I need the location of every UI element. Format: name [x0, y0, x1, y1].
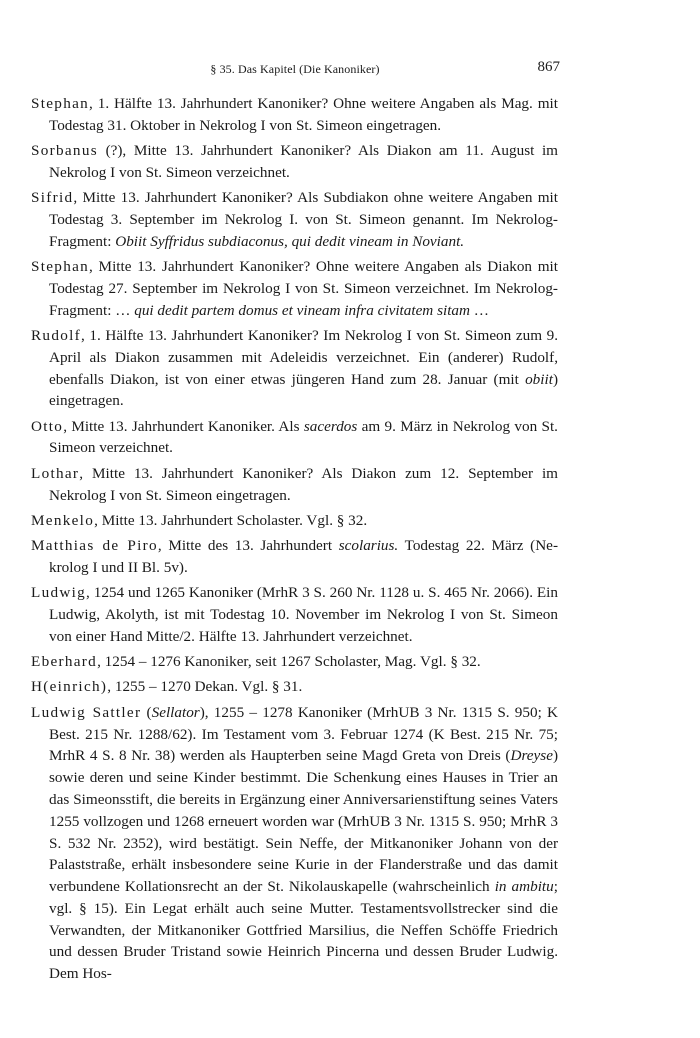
entry-name: Eberhard	[31, 653, 98, 671]
entry-sifrid	[31, 187, 558, 252]
entry-lothar	[31, 463, 558, 507]
entry-name: Sorbanus	[31, 142, 98, 160]
entry-name: Ludwig Sattler	[31, 703, 142, 721]
entry-text: , Mitte 13. Jahrhundert Kanoniker? Als Subdiakon ohne weitere Angaben mit Todestag 3. September im Nekrolog I. von St. Simeon genannt. Im Nekrolog-Fragment:	[49, 189, 558, 250]
entry-ludwig-sattler	[31, 702, 558, 985]
entry-matthias-de-piro	[31, 535, 558, 579]
entry-rudolf	[31, 325, 558, 412]
entry-name: Menkelo	[31, 511, 95, 529]
entry-heinrich	[31, 676, 558, 698]
entry-name: Lothar	[31, 464, 80, 482]
entry-otto	[31, 416, 558, 460]
entry-text: Todestag 22. März (Nekrolog I und II Bl. 5v).	[49, 537, 558, 576]
entry-name: Rudolf	[31, 326, 81, 344]
entry-italic-text: obiit	[525, 370, 553, 388]
entry-eberhard	[31, 651, 558, 673]
entry-text: , Mitte 13. Jahrhundert Kanoniker? Ohne weitere Angaben als Diakon mit Todestag 27. September im Nekrolog I von St. Simeon verzeichnet. Im Nekrolog-Fragment: …	[49, 258, 558, 319]
entry-text: , Mitte 13. Jahrhundert Scholaster. Vgl. § 32.	[94, 511, 368, 529]
entry-italic-text: Dreyse	[510, 747, 553, 765]
entry-name: Stephan	[31, 95, 90, 112]
entry-italic-text: sacerdos	[303, 417, 358, 435]
entry-stephan-1	[31, 93, 558, 137]
entry-text: , 1255 – 1270 Dekan. Vgl. § 31.	[107, 678, 303, 696]
entry-name: Ludwig	[31, 584, 87, 602]
entry-stephan-2	[31, 256, 558, 321]
entry-menkelo	[31, 510, 558, 532]
entry-text: (?), Mitte 13. Jahrhundert Kanoniker? Als Diakon am 11. August im Nekrolog I von St. Simeon verzeichnet.	[49, 142, 558, 181]
entry-name: Matthias de Piro	[31, 537, 158, 555]
section-title: § 35. Das Kapitel (Die Kanoniker)	[210, 62, 380, 76]
entry-sorbanus	[31, 140, 558, 184]
entry-ludwig	[31, 582, 558, 647]
entry-text: ) eingetragen.	[49, 370, 558, 410]
entry-text: (	[141, 703, 152, 721]
page-number: 867	[537, 59, 560, 75]
entry-text: ) sowie deren und seine Kinder bestimmt. Die Schenkung eines Hauses in Trier an das Simeonsstift, die bereits in Ergänzung einer Anniversarienstiftung seines Vaters 1255 vollzogen und 1268 erneuert worden war (MrhUB 3 Nr. 1315 S. 950; MrhR 3 S. 532 Nr. 2352), wird bestätigt. Sein Neffe, der Mitkanoniker Johann von der Palaststraße, erhält insbesondere seine Kurie in der Flanderstraße und das damit verbundene Kollationsrecht an der St. Nikolauskapelle (wahrscheinlich	[49, 747, 558, 896]
entry-text: , 1254 und 1265 Kanoniker (MrhR 3 S. 260 Nr. 1128 u. S. 465 Nr. 2066). Ein Ludwig, Akolyth, ist mit Todestag 10. November im Nekrolog I von St. Simeon von einer Hand Mitte/2. Hälfte 13. Jahrhundert verzeichnet.	[49, 584, 558, 645]
entry-italic-text: Sellator	[151, 703, 200, 721]
entry-name: H(einrich)	[31, 678, 108, 696]
entry-text: , 1. Hälfte 13. Jahrhundert Kanoniker? Im Nekrolog I von St. Simeon zum 9. April als Diakon zusammen mit Adeleidis verzeichnet. Ein (anderer) Rudolf, ebenfalls Diakon, ist von einer etwas jüngeren Hand zum 28. Januar (mit	[49, 326, 558, 388]
entry-name: Sifrid	[31, 189, 74, 207]
running-head	[30, 59, 560, 79]
entry-italic-text: Obiit Syffridus subdiaconus, qui dedit vineam in Noviant.	[115, 232, 465, 250]
entry-name: Otto	[31, 417, 64, 435]
entry-text: , Mitte 13. Jahrhundert Kanoniker? Als Diakon zum 12. September im Nekrolog I von St. Simeon eingetragen.	[49, 464, 558, 504]
entry-text: , Mitte 13. Jahrhundert Kanoniker. Als	[63, 417, 304, 435]
entry-italic-text: in ambitu	[494, 878, 554, 896]
canon-entries	[31, 93, 558, 989]
entry-text: , Mitte des 13. Jahrhundert	[157, 537, 339, 555]
entry-italic-text: qui dedit partem domus et vineam infra civitatem sitam	[134, 301, 470, 319]
entry-text: …	[469, 301, 489, 319]
entry-text: ; vgl. § 15). Ein Legat erhält auch seine Mutter. Testamentsvollstrecker sind die Verwandten, der Mitkanoniker Gottfried Marsilius, die Neffen Schöffe Friedrich und dessen Bruder Tristand sowie Heinrich Pincerna und dessen Bruder Ludwig. Dem Hos-	[49, 878, 558, 983]
entry-italic-text: scolarius.	[338, 537, 399, 555]
entry-name: Stephan	[31, 258, 90, 276]
entry-text: , 1254 – 1276 Kanoniker, seit 1267 Scholaster, Mag. Vgl. § 32.	[97, 653, 481, 671]
entry-text: ), 1255 – 1278 Kanoniker (MrhUB 3 Nr. 1315 S. 950; K Best. 215 Nr. 1288/62). Im Testament vom 3. Februar 1274 (K Best. 215 Nr. 75; MrhR 4 S. 8 Nr. 38) werden als Haupterben seine Magd Greta von Dreis (	[49, 703, 559, 765]
entry-text: am 9. März in Nekrolog von St. Simeon verzeichnet.	[49, 417, 558, 457]
entry-text: , 1. Hälfte 13. Jahrhundert Kanoniker? Ohne weitere Angaben als Mag. mit Todestag 31. Oktober in Nekrolog I von St. Simeon eingetragen.	[49, 95, 558, 134]
